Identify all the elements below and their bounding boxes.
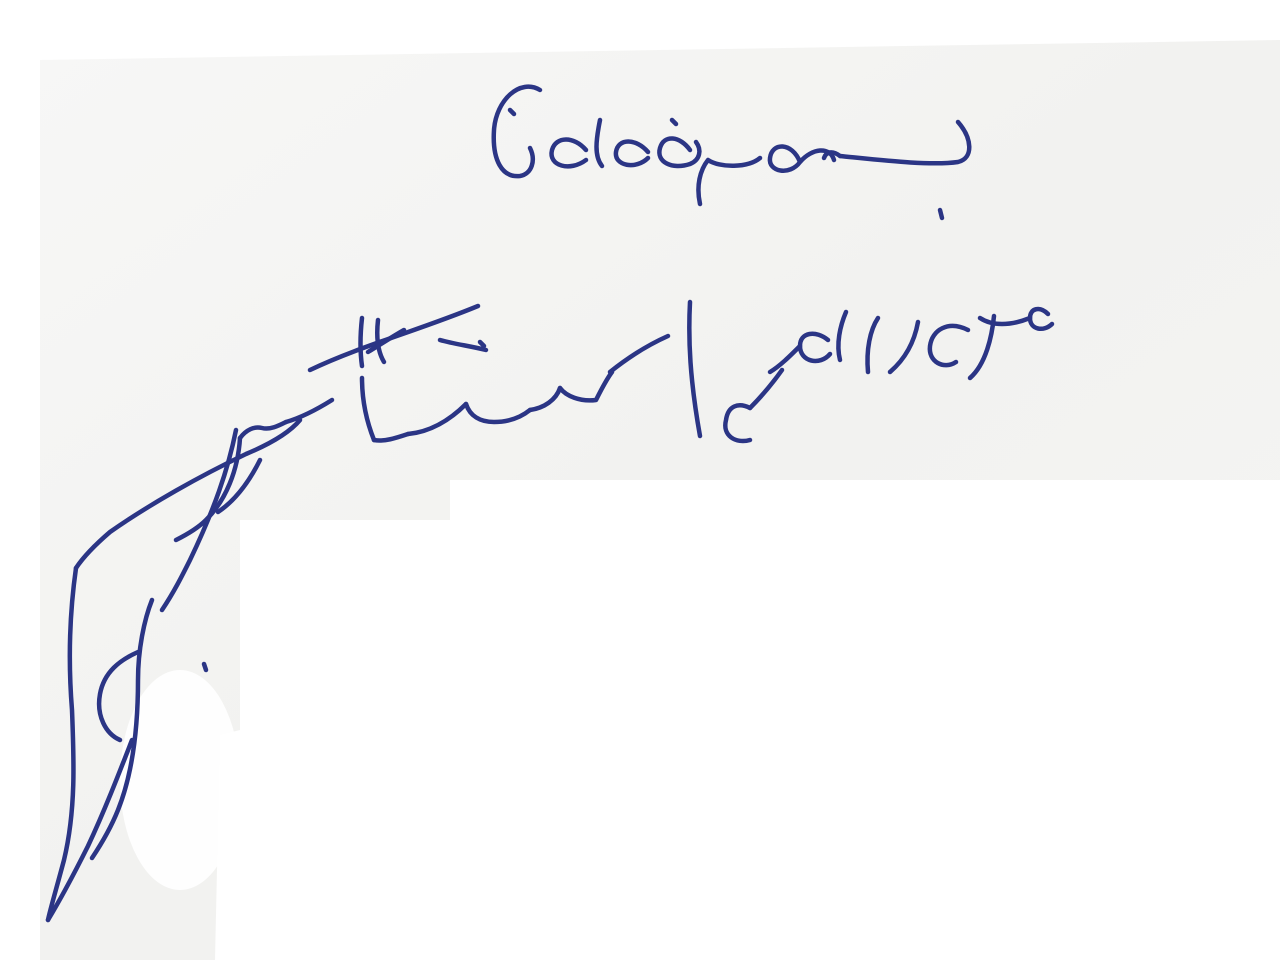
handwriting-signature: [48, 306, 478, 920]
handwriting-line-2: [362, 302, 1052, 441]
handwriting-line-1: [494, 87, 970, 218]
